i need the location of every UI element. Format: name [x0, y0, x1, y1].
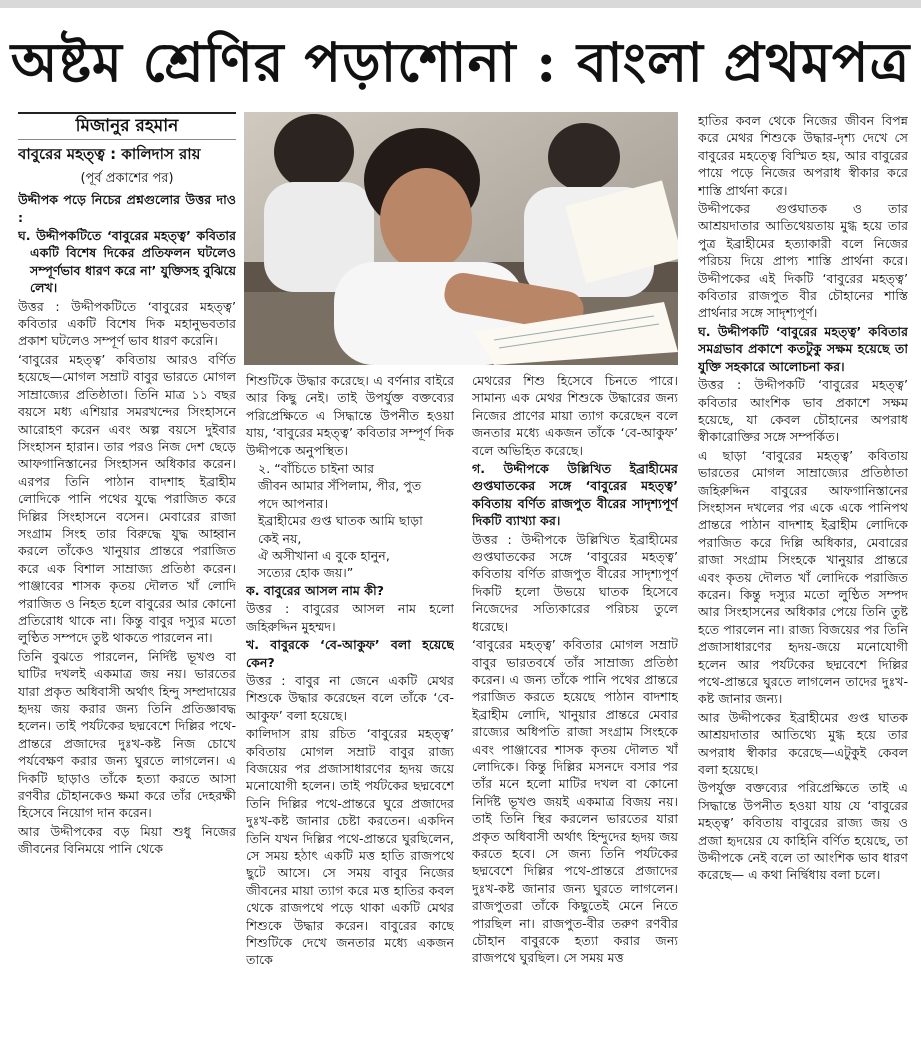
answer-ka: উত্তর : বাবুরের আসল নাম হলো জহিরুদ্দিন মুহম্মদ।	[246, 601, 454, 634]
question-ga: গ. উদ্দীপকে উল্লিখিত ইব্রাহীমের গুপ্তঘাতকের সঙ্গে ‘বাবুরের মহত্ত্ব’ কবিতায় বর্ণিত রাজপুত বীরের সাদৃশ্যপূর্ণ দিকটি ব্যাখ্যা কর।	[472, 461, 678, 529]
question-kha: খ. বাবুরকে ‘বে-আকুফ’ বলা হয়েছে কেন?	[246, 637, 454, 670]
instruction-text: উদ্দীপক পড়ে নিচের প্রশ্নগুলোর উত্তর দাও :	[18, 192, 236, 225]
question-ka: ক. বাবুরের আসল নাম কী?	[246, 582, 384, 598]
poem-line: ২. “বাঁচিতে চাইনা আর	[258, 461, 375, 477]
body-paragraph: উদ্দীপকের গুপ্তঘাতক ও তার আশ্রয়দাতার আতিথেয়তায় মুগ্ধ হয়ে তার পুত্র ইব্রাহীমের হত্যাকারী বলে নিজের পরিচয় দিয়ে প্রাপ্য শাস্তি প্রার্থনা করে। উদ্দীপকের এই দিকটি ‘বাবুরের মহত্ত্ব’ কবিতার রাজপুত বীর চৌহানের শাস্তি প্রার্থনার সঙ্গে সাদৃশ্যপূর্ণ।	[698, 201, 908, 321]
answer-paragraph: উত্তর : উদ্দীপকে উল্লিখিত ইব্রাহীমের গুপ্তঘাতকের সঙ্গে ‘বাবুরের মহত্ত্ব’ কবিতায় বর্ণিত রাজপুত বীরের সাদৃশ্যপূর্ণ দিকটি হলো উভয়ে ঘাতক হিসেবে নিজেদের সত্যিকারের পরিচয় তুলে ধরেছে।	[472, 531, 678, 634]
column-3	[472, 372, 678, 1047]
students-exam-photo	[244, 112, 678, 365]
answer-paragraph: উত্তর : উদ্দীপকটিতে ‘বাবুরের মহত্ত্ব’ কবিতার একটি বিশেষ দিক মহানুভবতার প্রকাশ ঘটলেও সম্পূর্ণ ভাব ধারণ করেনি।	[18, 298, 236, 349]
continued-note: (পূর্ব প্রকাশের পর)	[80, 170, 174, 186]
column-4	[698, 112, 908, 1047]
body-paragraph: হাতির কবল থেকে নিজের জীবন বিপন্ন করে মেথর শিশুকে উদ্ধার-দৃশ্য দেখে সে বাবুরের মহত্ত্বে বিস্মিত হয়, আর বাবুরের পায়ে পড়ে নিজের অপরাধ স্বীকার করে শাস্তি প্রার্থনা করে।	[698, 113, 908, 198]
poem-line: জীবন আমার সঁপিলাম, পীর, পুত	[258, 478, 422, 494]
top-rule	[0, 0, 921, 8]
answer-paragraph: উত্তর : উদ্দীপকটি ‘বাবুরের মহত্ত্ব’ কবিতার আংশিক ভাব প্রকাশে সক্ষম হয়েছে, যা কেবল চৌহানের অপরাধ স্বীকারোক্তির সঙ্গে সম্পর্কিত।	[698, 377, 908, 445]
poem-line: কেই নয়,	[258, 530, 302, 546]
column-2	[246, 372, 454, 1047]
answer-kha: উত্তর : বাবুর না জেনে একটি মেথর শিশুকে উদ্ধার করেছেন বলে তাঁকে ‘বে-আকুফ’ বলা হয়েছে।	[246, 672, 454, 723]
question-gha: ঘ. উদ্দীপকটিতে ‘বাবুরের মহত্ত্ব’ কবিতার একটি বিশেষ দিকের প্রতিফলন ঘটলেও সম্পূর্ণভাব ধারণ করে না’ যুক্তিসহ বুঝিয়ে লেখ।	[18, 228, 236, 296]
body-paragraph: এ ছাড়া ‘বাবুরের মহত্ত্ব’ কবিতায় ভারতের মোগল সাম্রাজ্যের প্রতিষ্ঠাতা জহিরুদ্দিন বাবুরের আফগানিস্তানের সিংহাসন দখলের পর একে একে পানিপথ প্রান্তরে পাঠান বাদশাহ ইব্রাহীম লোদিকে পরাজিত করে দিল্লি অধিকার, মেবারের রাজা সংগ্রাম সিংহকে খানুয়ার প্রান্তরে এবং কৃতয় দৌলত খাঁ লোদিকে পরাজিত করেন। কিন্তু দস্যুর মতো লুণ্ঠিত সম্পদ আর সিংহাসনের অধিকার পেয়ে তিনি তুষ্ট হতে পারলেন না। রাজ্য বিজয়ের পর তিনি প্রজাসাধারণের হৃদয়-জয়ে মনোযোগী হলেন আর পর্যটকের ছদ্মবেশে দিল্লির পথে-প্রান্তরে ঘুরতে লাগলেন তাদের দুঃখ-কষ্ট জানার জন্য।	[698, 447, 908, 707]
poem-line: ইব্রাহীমের গুপ্ত ঘাতক আমি ছাড়া	[258, 513, 423, 529]
poem-line: পদে আপনার।	[258, 495, 329, 511]
question-gha-2: ঘ. উদ্দীপকটি ‘বাবুরের মহত্ত্ব’ কবিতার সমগ্রভাব প্রকাশে কতটুকু সক্ষম হয়েছে তা যুক্তি সহকারে আলোচনা কর।	[698, 323, 908, 374]
body-paragraph: শিশুটিকে উদ্ধার করেছে। এ বর্ণনার বাইরে আর কিছু নেই। তাই উপর্যুক্ত বক্তব্যের পরিপ্রেক্ষিতে এ সিদ্ধান্তে উপনীত হওয়া যায়, ‘বাবুরের মহত্ত্ব’ কবিতার সম্পূর্ণ দিক উদ্দীপকে অনুপস্থিত।	[246, 373, 454, 458]
body-paragraph: আর উদ্দীপকের ইব্রাহীমের গুপ্ত ঘাতক আশ্রয়দাতার আতিথ্যে মুগ্ধ হয়ে তার অপরাধ স্বীকার করেছে—এটুকুই কেবল বলা হয়েছে।	[698, 709, 908, 778]
poem-line: ঐ অসীখানা এ বুকে হানুন,	[258, 548, 390, 564]
author-name: মিজানুর রহমান	[18, 112, 236, 140]
article-subtitle: বাবুরের মহত্ত্ব : কালিদাস রায়	[18, 145, 201, 164]
column-1	[18, 112, 236, 1047]
body-paragraph: আর উদ্দীপকের বড় মিয়া শুধু নিজের জীবনের বিনিময়ে পানি থেকে	[18, 823, 236, 857]
body-paragraph: উপর্যুক্ত বক্তব্যের পরিপ্রেক্ষিতে তাই এ সিদ্ধান্তে উপনীত হওয়া যায় যে ‘বাবুরের মহত্ত্ব’ কবিতায় বাবুরের রাজ্য জয় ও প্রজা হৃদয়ের যে কাহিনি বর্ণিত হয়েছে, তা উদ্দীপকে নেই বলে তা আংশিক ভাব ধারণ করেছে— এ কথা নির্দ্বিধায় বলা চলে।	[698, 780, 908, 883]
body-paragraph: মেথরের শিশু হিসেবে চিনতে পারে। সামান্য এক মেথর শিশুকে উদ্ধারের জন্য নিজের প্রাণের মায়া ত্যাগ করেছেন বলে জনতার মধ্যে একজন তাঁকে ‘বে-আকুফ’ বলে অভিহিত করেছে।	[472, 373, 678, 458]
page-headline: অষ্টম শ্রেণির পড়াশোনা : বাংলা প্রথমপত্র	[10, 30, 911, 94]
stimulus-poem	[246, 460, 454, 582]
body-paragraph: কালিদাস রায় রচিত ‘বাবুরের মহত্ত্ব’ কবিতায় মোগল সম্রাট বাবুর রাজ্য বিজয়ের পর প্রজাসাধারণের হৃদয় জয়ে মনোযোগী হলেন। তাই পর্যটকের ছদ্মবেশে তিনি দিল্লির পথে-প্রান্তরে ঘুরে প্রজাদের দুঃখ-কষ্ট জানার চেষ্টা করতেন। একদিন তিনি যখন দিল্লির পথে-প্রান্তরে ঘুরছিলেন, সে সময় হঠাৎ একটি মত্ত হাতি রাজপথে ছুটে আসে। সে সময় বাবুর নিজের জীবনের মায়া ত্যাগ করে মত্ত হাতির কবল থেকে রাজপথে পড়ে থাকা একটি মেথর শিশুকে উদ্ধার করেন। বাবুরের কাছে শিশুটিকে দেখে জনতার মধ্যে একজন তাকে	[246, 726, 454, 968]
body-paragraph: ‘বাবুরের মহত্ত্ব’ কবিতার মোগল সম্রাট বাবুর ভারতবর্ষে তাঁর সাম্রাজ্য প্রতিষ্ঠা করেন। এ জন্য তাঁকে পানি পথের প্রান্তরে পরাজিত করতে হয়েছে পাঠান বাদশাহ ইব্রাহীম লোদি, খানুয়ার প্রান্তরে মেবার রাজ্যের অধিপতি রাজা সংগ্রাম সিংহকে এবং পাঞ্জাবের শাসক কৃতয় দৌলত খাঁ লোদিকে। কিন্তু দিল্লির মসনদে বসার পর তাঁর মনে হলো মাটির দখল বা কোনো নির্দিষ্ট ভূখণ্ড জয়ই একমাত্র বিজয় নয়। তাই তিনি স্থির করলেন ভারতের যারা প্রকৃত অধিবাসী অর্থাৎ হিন্দুদের হৃদয় জয় করতে হবে। সে জন্য তিনি পর্যটকের ছদ্মবেশে দিল্লির পথে-প্রান্তরে প্রজাদের দুঃখ-কষ্ট জানার জন্য ঘুরতে লাগলেন। রাজপুতরা তাঁকে কিছুতেই মেনে নিতে পারছিল না। রাজপুত-বীর তরুণ রণবীর চৌহান বাবুরকে হত্যা করার জন্য রাজপথে ঘুরছিল। সে সময় মত্ত	[472, 637, 678, 966]
body-paragraph: তিনি বুঝতে পারলেন, নির্দিষ্ট ভূখণ্ড বা ঘাটির দখলই একমাত্র জয় নয়। ভারতের যারা প্রকৃত অধিবাসী অর্থাৎ হিন্দু সম্প্রদায়ের হৃদয় জয় করার জন্য তিনি প্রতিজ্ঞাবদ্ধ হলেন। তাই পর্যটকের ছদ্মবেশে দিল্লির পথে-প্রান্তরে প্রজাদের দুঃখ-কষ্ট নিজ চোখে পর্যবেক্ষণ করার জন্য ঘুরতে লাগলেন। এ দিকটি ছাড়াও তাঁকে হত্যা করতে আসা রণবীর চৌহানকেও ক্ষমা করে তাঁর দেহরক্ষী হিসেবে নিয়োগ দান করেন।	[18, 648, 236, 821]
body-paragraph: ‘বাবুরের মহত্ত্ব’ কবিতায় আরও বর্ণিত হয়েছে—মোগল সম্রাট বাবুর ভারতে মোগল সাম্রাজ্যের প্রতিষ্ঠাতা। তিনি মাত্র ১১ বছর বয়সে মধ্য এশিয়ার সমরখন্দের সিংহাসনে আরোহণ করেন এবং অল্প বয়সে দুইবার সিংহাসন হারান। তার পরও নিজ দেশ ছেড়ে আফগানিস্তানের সিংহাসন অধিকার করেন। এরপর তিনি পাঠান বাদশাহ ইব্রাহীম লোদিকে পানি পথের যুদ্ধে পরাজিত করে দিল্লির সিংহাসনে বসেন। মেবারের রাজা সংগ্রাম সিংহ তার বিরুদ্ধে যুদ্ধ আহ্বান করলে তাঁকেও খানুয়ার প্রান্তরে পরাজিত করে এক বিশাল সাম্রাজ্য প্রতিষ্ঠা করেন। পাঞ্জাবের শাসক কৃতয় দৌলত খাঁ লোদি পরাজিত ও নিহত হলে বাবুরের আর কোনো প্রতিরোধ থাকে না। কিন্তু বাবুর দস্যুর মতো লুণ্ঠিত সম্পদে তুষ্ট থাকতে পারলেন না।	[18, 351, 236, 646]
poem-line: সত্যের হোক জয়।”	[258, 565, 354, 581]
